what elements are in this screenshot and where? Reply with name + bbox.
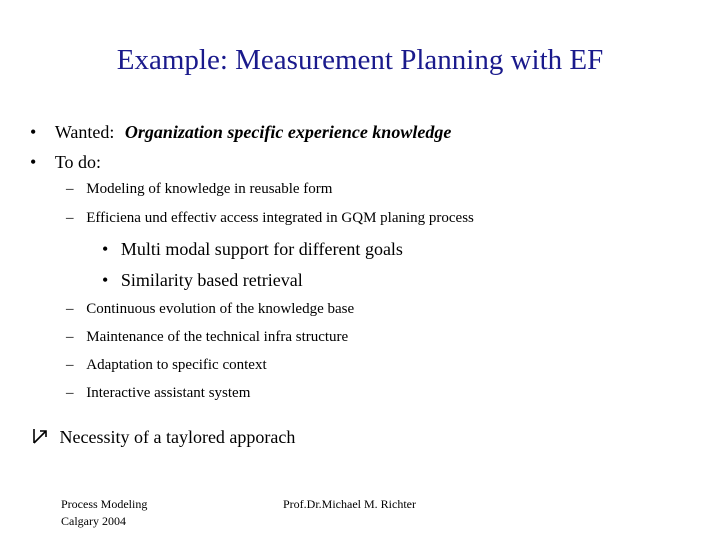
sub-item-text: Similarity based retrieval xyxy=(120,270,303,290)
conclusion-item xyxy=(31,427,295,448)
wanted-label: Wanted: xyxy=(54,122,115,142)
arrow-bullet-icon xyxy=(31,427,49,445)
sub-item xyxy=(102,270,303,291)
bullet-wanted xyxy=(30,122,451,143)
bullet-dot-icon: • xyxy=(30,152,37,172)
sub-item xyxy=(102,239,403,260)
todo-item-text: Interactive assistant system xyxy=(86,385,251,401)
todo-item-text: Continuous evolution of the knowledge base xyxy=(86,301,355,317)
dash-icon: – xyxy=(66,329,74,345)
footer-left xyxy=(61,496,147,530)
todo-item xyxy=(66,357,267,374)
bullet-todo xyxy=(30,152,101,173)
dash-icon: – xyxy=(66,385,74,401)
todo-item xyxy=(66,329,348,346)
bullet-dot-icon: • xyxy=(102,239,109,259)
todo-item-text: Maintenance of the technical infra structure xyxy=(86,329,349,345)
sub-item-text: Multi modal support for different goals xyxy=(120,239,403,259)
todo-item-text: Adaptation to specific context xyxy=(86,357,267,373)
todo-item xyxy=(66,301,354,318)
dash-icon: – xyxy=(66,181,74,197)
footer-course: Process Modeling xyxy=(61,497,148,511)
todo-label: To do: xyxy=(54,152,102,172)
todo-item xyxy=(66,210,474,227)
dash-icon: – xyxy=(66,301,74,317)
wanted-value: Organization specific experience knowledge xyxy=(124,122,452,142)
todo-item xyxy=(66,181,332,198)
bullet-dot-icon: • xyxy=(30,122,37,142)
dash-icon: – xyxy=(66,210,74,226)
dash-icon: – xyxy=(66,357,74,373)
footer-location: Calgary 2004 xyxy=(61,514,126,528)
footer-author: Prof.Dr.Michael M. Richter xyxy=(283,497,416,511)
todo-item xyxy=(66,385,250,402)
todo-item-text: Modeling of knowledge in reusable form xyxy=(86,181,333,197)
bullet-dot-icon: • xyxy=(102,270,109,290)
conclusion-text: Necessity of a taylored apporach xyxy=(59,427,296,447)
slide-title: Example: Measurement Planning with EF xyxy=(116,44,604,76)
todo-item-text: Efficiena und effectiv access integrated in GQM planing process xyxy=(86,210,474,226)
